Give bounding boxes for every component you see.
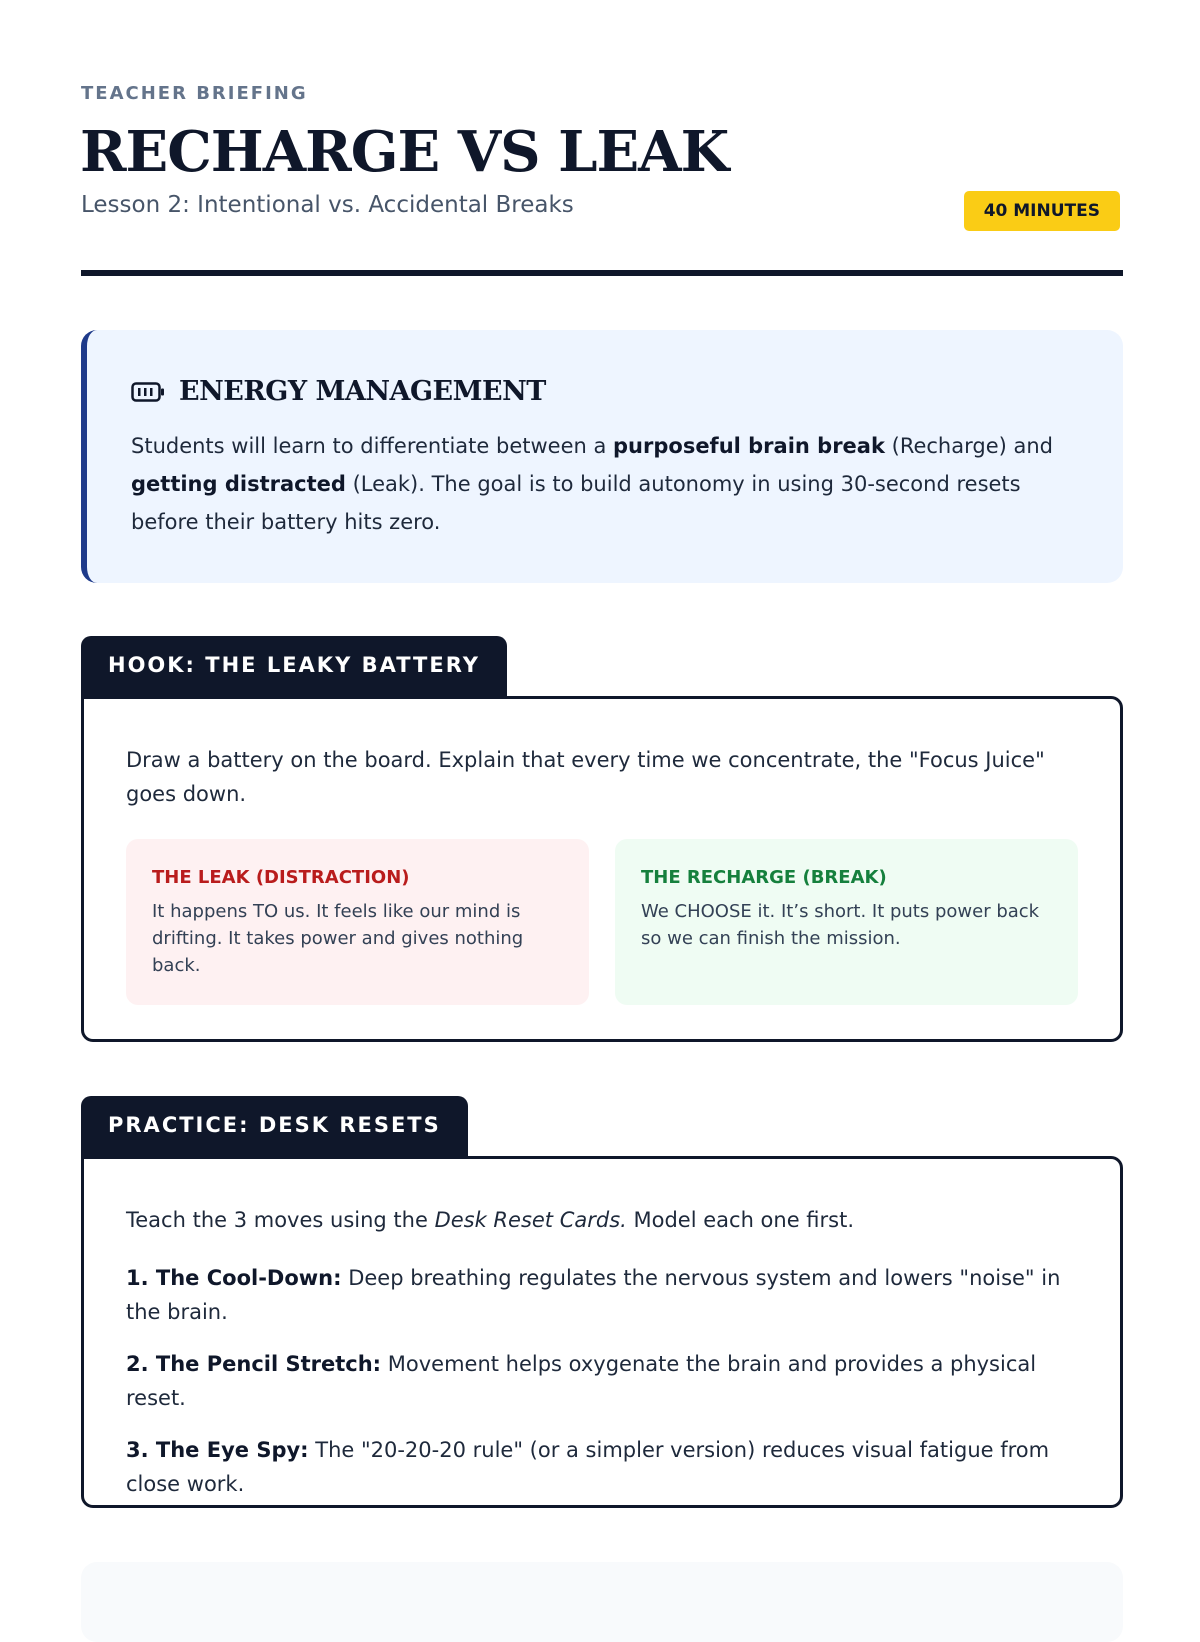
hook-section-tab: HOOK: THE LEAKY BATTERY [81,636,507,698]
eyebrow-label: TEACHER BRIEFING [81,83,308,104]
practice-lead-1: Teach the 3 moves using the [126,1208,435,1232]
recharge-card-title: THE RECHARGE (BREAK) [641,867,887,888]
hook-lead-text: Draw a battery on the board. Explain that every time we concentrate, the "Focus Juice" goes down. [126,748,1045,806]
leak-card [126,839,589,1005]
step-label: 3. The Eye Spy: [126,1438,309,1462]
lesson-subtitle: Lesson 2: Intentional vs. Accidental Breaks [81,192,574,218]
practice-lead-text [126,1203,1078,1237]
step-item [126,1347,1078,1415]
next-section-card [81,1562,1123,1642]
step-label: 2. The Pencil Stretch: [126,1352,382,1376]
overview-bold-1: purposeful brain break [613,434,885,458]
practice-lead-italic: Desk Reset Cards. [434,1208,627,1232]
overview-text-3: (Leak). The goal is to build autonomy in using 30-second resets before their battery hits zero. [131,472,1021,534]
overview-text-2: (Recharge) and [884,434,1054,458]
overview-bold-2: getting distracted [131,472,346,496]
overview-header [131,376,1073,407]
step-text: Deep breathing regulates the nervous system and lowers "noise" in the brain. [126,1266,1061,1324]
header-divider [81,270,1123,276]
overview-text [131,427,1073,541]
comparison-cards [126,839,1078,1005]
practice-lead-2: Model each one first. [626,1208,855,1232]
step-text: Movement helps oxygenate the brain and provides a physical reset. [126,1352,1037,1410]
duration-badge: 40 MINUTES [964,191,1120,231]
battery-icon [131,381,165,403]
overview-callout [81,330,1123,583]
recharge-card-text: We CHOOSE it. It’s short. It puts power back so we can finish the mission. [641,901,1040,949]
step-text: The "20-20-20 rule" (or a simpler version) reduces visual fatigue from close work. [126,1438,1050,1496]
overview-title: ENERGY MANAGEMENT [179,376,546,407]
step-item [126,1261,1078,1329]
practice-section-tab: PRACTICE: DESK RESETS [81,1096,468,1158]
step-item [126,1433,1078,1501]
overview-text-1: Students will learn to differentiate between a [131,434,614,458]
recharge-card [615,839,1078,1005]
hook-section [81,696,1123,1042]
page-title: RECHARGE VS LEAK [80,119,729,185]
leak-card-title: THE LEAK (DISTRACTION) [152,867,410,888]
step-label: 1. The Cool-Down: [126,1266,342,1290]
leak-card-text: It happens TO us. It feels like our mind is drifting. It takes power and gives nothing back. [152,901,524,976]
practice-section [81,1156,1123,1508]
